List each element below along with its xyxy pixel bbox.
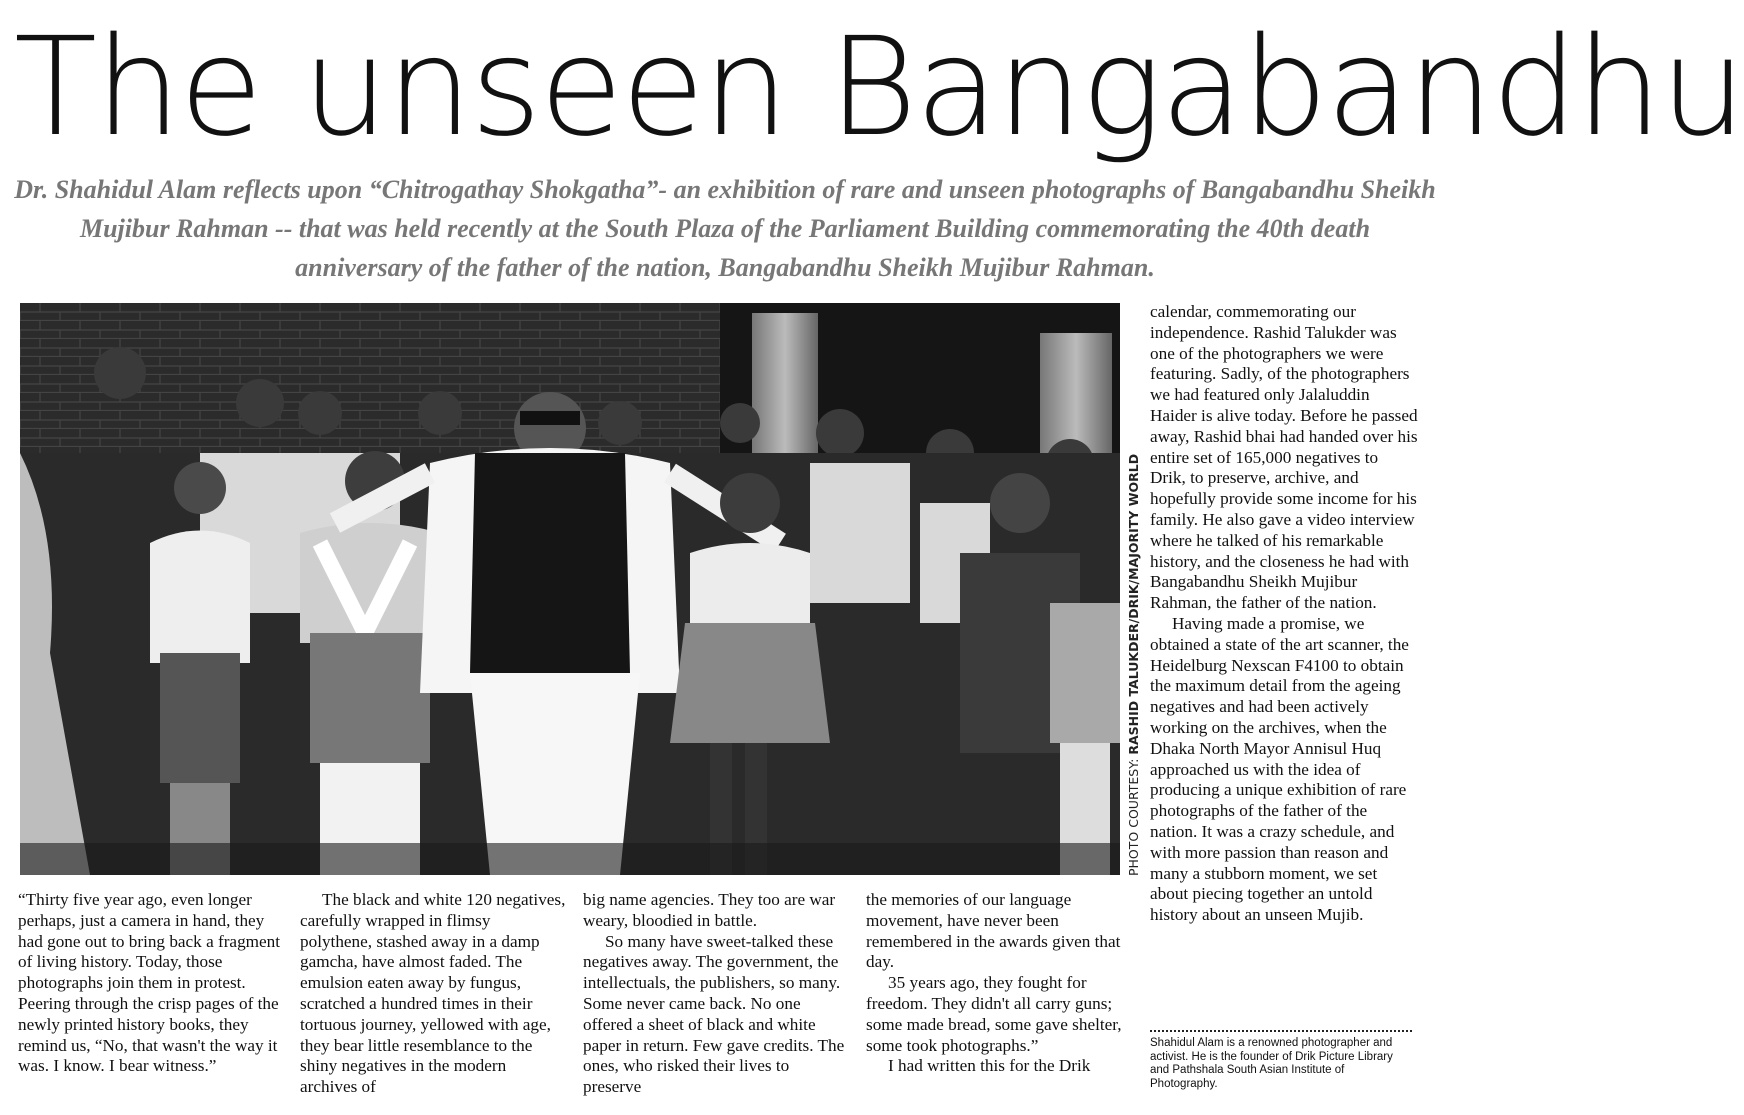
article-column-5: [1150, 302, 1418, 926]
deck: Dr. Shahidul Alam reflects upon “Chitrogathay Shokgatha”- an exhibition of rare and unseen photographs of Bangabandhu Sheikh Mujibur Rahman -- that was held recently at the South Plaza of the Parliament Building commemorating the 40th death anniversary of the father of the nation, Bangabandhu Sheikh Mujibur Rahman.: [14, 175, 1436, 282]
paragraph: So many have sweet-talked these negatives away. The government, the intellectuals, the publishers, so many. Some never came back. No one offered a sheet of black and white paper in return. Few gave credits. The ones, who risked their lives to preserve: [583, 931, 845, 1097]
paragraph: calendar, commemorating our independence. Rashid Talukder was one of the photographers we were featuring. Sadly, of the photographers we had featured only Jalaluddin Haider is alive today. Before he passed away, Rashid bhai had handed over his entire set of 165,000 negatives to Drik, to preserve, archive, and hopefully provide some income for his family. He also gave a video interview where he talked of his remarkable history, and the closeness he had with Bangabandhu Sheikh Mujibur Rahman, the father of the nation.: [1150, 302, 1418, 613]
article-column-2: [300, 890, 566, 1098]
author-bio: Shahidul Alam is a renowned photographer and activist. He is the founder of Drik Picture Library and Pathshala South Asian Institute of Photography.: [1150, 1037, 1393, 1090]
paragraph: “Thirty five year ago, even longer perhaps, just a camera in hand, they had gone out to bring back a fragment of living history. Today, those photographs join them in protest. Peering through the crisp pages of the newly printed history books, they remind us, “No, that wasn't the way it was. I know. I bear witness.”: [18, 890, 281, 1076]
article-column-3: [583, 890, 849, 1098]
article-column-4: [866, 890, 1132, 1077]
photo-credit-name: RASHID TALUKDER/DRIK/MAJORITY WORLD: [1126, 453, 1141, 755]
headline: The unseen Bangabandhu: [14, 9, 1744, 167]
paragraph: I had written this for the Drik: [888, 1056, 1091, 1076]
paragraph: The black and white 120 negatives, carefully wrapped in flimsy polythene, stashed away in a damp gamcha, have almost faded. The emulsion eaten away by fungus, scratched a hundred times in their tortuous journey, yellowed with age, they bear little resemblance to the shiny negatives in the modern archives of: [300, 890, 566, 1097]
paragraph: 35 years ago, they fought for freedom. They didn't all carry guns; some made bread, some gave shelter, some took photographs.”: [866, 973, 1122, 1055]
bio-divider: [1150, 1030, 1412, 1032]
photo-illustration: [20, 303, 1120, 875]
paragraph: the memories of our language movement, have never been remembered in the awards given that day.: [866, 890, 1121, 972]
paragraph: Having made a promise, we obtained a state of the art scanner, the Heidelburg Nexscan F4100 to obtain the maximum detail from the ageing negatives and had been actively working on the archives, when the Dhaka North Mayor Annisul Huq approached us with the idea of producing a unique exhibition of rare photographs of the father of the nation. It was a crazy schedule, and with more passion than reason and many a stubborn moment, we set about piecing together an untold history about an unseen Mujib.: [1150, 613, 1409, 925]
paragraph: big name agencies. They too are war weary, bloodied in battle.: [583, 890, 836, 930]
article-column-1: [18, 890, 284, 1077]
photo-credit-prefix: PHOTO COURTESY:: [1126, 754, 1141, 876]
news-photo: [20, 303, 1120, 875]
